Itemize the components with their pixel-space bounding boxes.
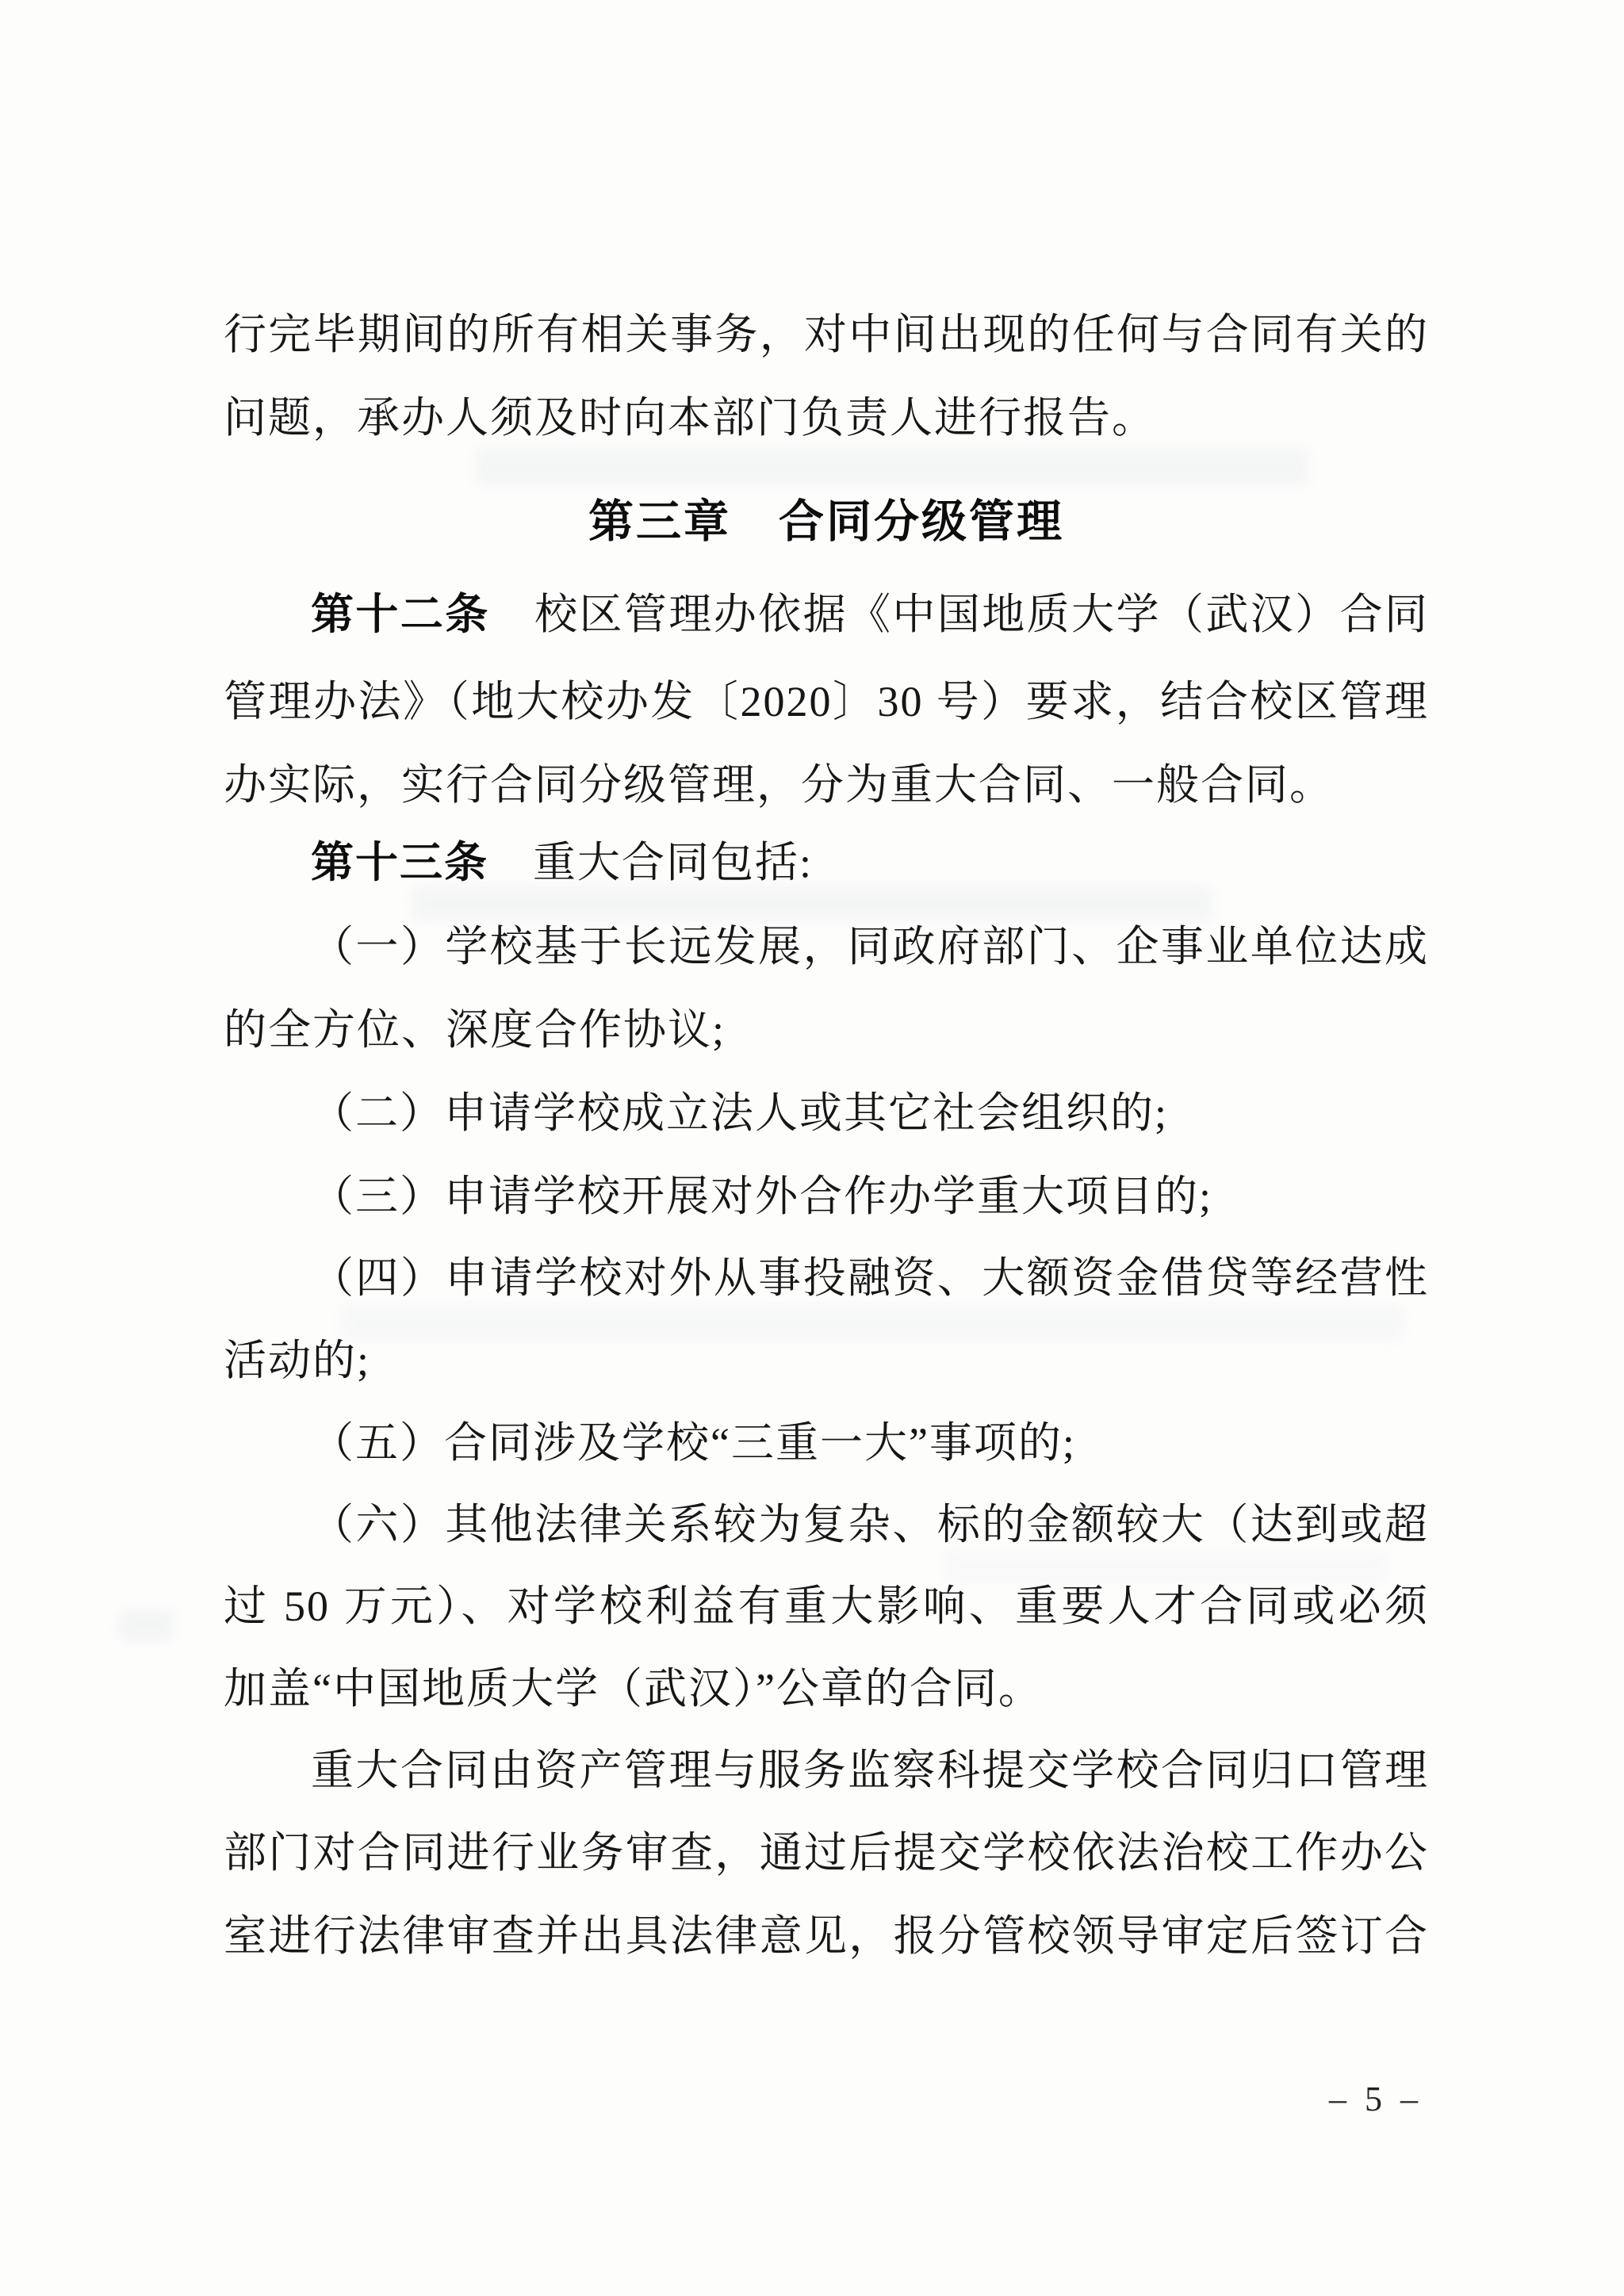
text-segment: （二）申请学校成立法人或其它社会组织的; [311,1089,1169,1137]
text-line [224,837,1429,888]
text-segment: 过 50 万元）、对学校利益有重大影响、重要人才合同或必须 [224,1582,1429,1630]
text-line [224,1418,1429,1468]
text-segment: 重大合同由资产管理与服务监察科提交学校合同归口管理 [311,1747,1429,1794]
text-line [224,760,1429,810]
text-line [224,589,1429,640]
text-line [224,1088,1429,1138]
bold-text-segment: 第三章 合同分级管理 [588,496,1064,547]
text-segment: 室进行法律审查并出具法律意见，报分管校领导审定后签订合 [224,1912,1429,1960]
text-line [224,921,1429,972]
text-segment: 活动的; [224,1337,371,1384]
text-line [224,676,1429,727]
text-line [224,1827,1429,1878]
text-segment: 办实际，实行合同分级管理，分为重大合同、一般合同。 [224,761,1334,809]
text-segment: 问题，承办人须及时向本部门负责人进行报告。 [224,394,1156,442]
text-line [224,1499,1429,1550]
text-line [224,1663,1429,1714]
page-number: – 5 – [1329,2080,1423,2118]
text-line [224,1581,1429,1632]
text-line [224,1335,1429,1386]
text-segment: 重大合同包括: [488,839,814,886]
text-segment: 的全方位、深度合作协议; [224,1006,726,1054]
bold-text-segment: 第十二条 [311,591,490,638]
text-segment: 管理办法》（地大校办发〔2020〕30 号）要求，结合校区管理 [224,678,1429,725]
text-line [224,1253,1429,1303]
text-segment: 校区管理办依据《中国地质大学（武汉）合同 [489,591,1430,638]
text-line [224,1004,1429,1055]
text-segment: （四）申请学校对外从事投融资、大额资金借贷等经营性 [311,1254,1429,1302]
bold-text-segment: 第十三条 [311,839,488,886]
text-line [224,392,1429,443]
text-segment: （五）合同涉及学校“三重一大”事项的; [311,1419,1076,1467]
text-segment: 行完毕期间的所有相关事务，对中间出现的任何与合同有关的 [224,311,1429,358]
text-segment: 部门对合同进行业务审查，通过后提交学校依法治校工作办公 [224,1829,1429,1877]
text-line [224,1911,1429,1961]
text-segment: （三）申请学校开展对外合作办学重大项目的; [311,1173,1213,1220]
text-line [224,1745,1429,1796]
text-segment: （六）其他法律关系较为复杂、标的金额较大（达到或超 [311,1501,1429,1548]
text-line [224,1171,1429,1222]
text-line [224,309,1429,360]
chapter-heading [224,496,1429,547]
text-segment: 加盖“中国地质大学（武汉）”公章的合同。 [224,1665,1043,1712]
text-segment: （一）学校基于长远发展，同政府部门、企事业单位达成 [311,923,1429,970]
